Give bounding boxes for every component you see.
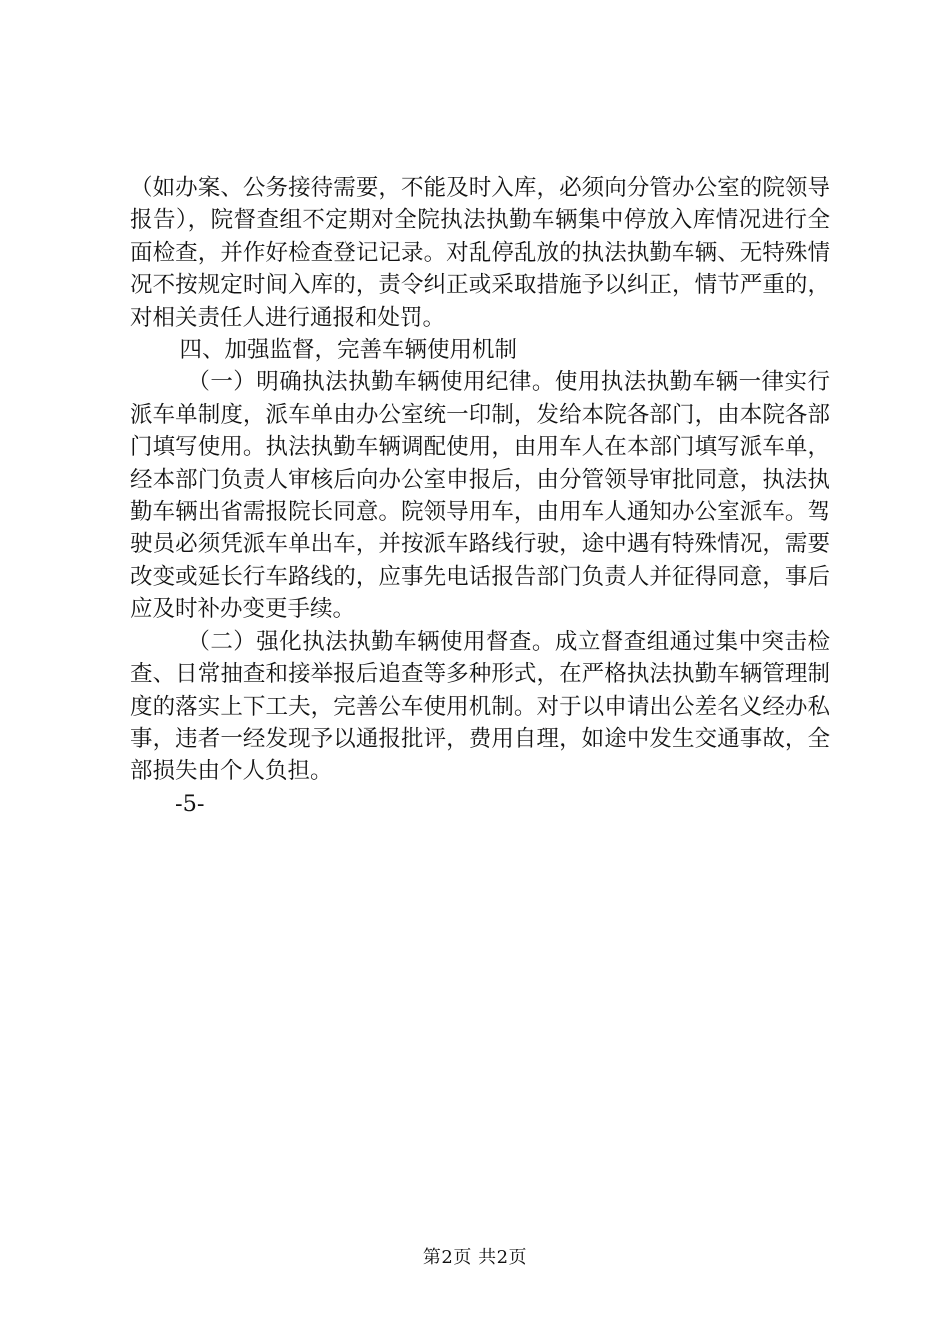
- paragraph-usage-discipline: （一）明确执法执勤车辆使用纪律。使用执法执勤车辆一律实行派车单制度，派车单由办公室统一印制，发给本院各部门，由本院各部门填写使用。执法执勤车辆调配使用，由用车人在本部门填写派车单，经本部门负责人审核后向办公室申报后，由分管领导审批同意，执法执勤车辆出省需报院长同意。院领导用车，由用车人通知办公室派车。驾驶员必须凭派车单出车，并按派车路线行驶，途中遇有特殊情况，需要改变或延长行车路线的，应事先电话报告部门负责人并征得同意，事后应及时补办变更手续。: [130, 369, 830, 623]
- document-body: [130, 172, 830, 820]
- paragraph-parking-inspection: （如办案、公务接待需要，不能及时入库，必须向分管办公室的院领导报告），院督查组不定期对全院执法执勤车辆集中停放入库情况进行全面检查，并作好检查登记记录。对乱停乱放的执法执勤车辆、无特殊情况不按规定时间入库的，责令纠正或采取措施予以纠正，情节严重的，对相关责任人进行通报和处罚。: [130, 175, 830, 331]
- inner-page-number: -5-: [175, 790, 205, 817]
- page-footer: 第2页 共2页: [422, 1247, 528, 1268]
- paragraph-usage-inspection: （二）强化执法执勤车辆使用督查。成立督查组通过集中突击检查、日常抽查和接举报后追查等多种形式，在严格执法执勤车辆管理制度的落实上下工夫，完善公车使用机制。对于以申请出公差名义经办私事，违者一经发现予以通报批评，费用自理，如途中发生交通事故，全部损失由个人负担。: [130, 628, 830, 785]
- section-heading-supervision: 四、加强监督，完善车辆使用机制: [179, 337, 518, 364]
